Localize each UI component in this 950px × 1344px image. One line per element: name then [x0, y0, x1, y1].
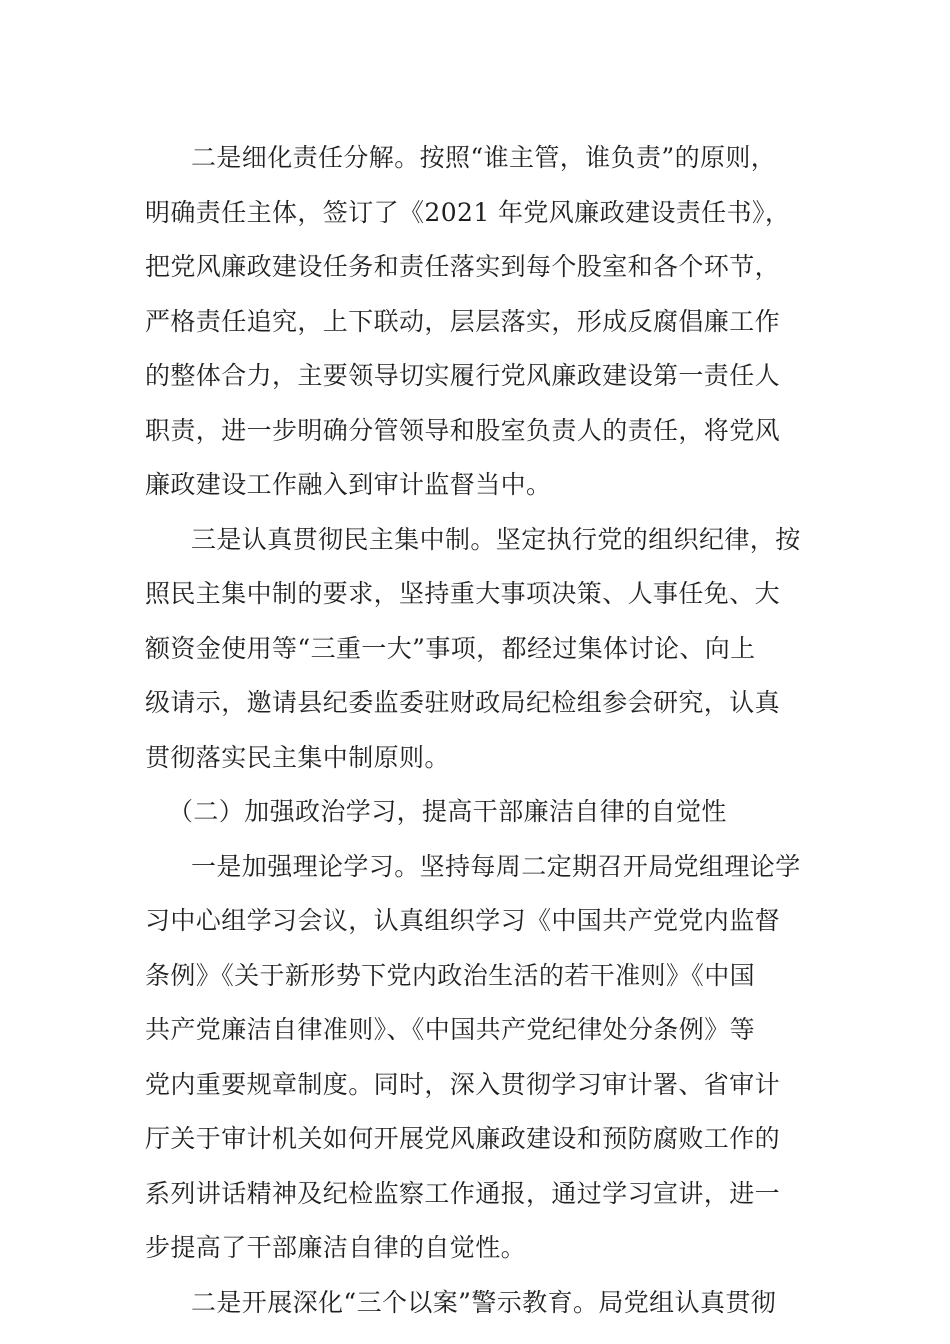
text-line: 的整体合力，主要领导切实履行党风廉政建设第一责任人: [145, 361, 781, 390]
section-heading: （二）加强政治学习，提高干部廉洁自律的自觉性: [168, 797, 727, 826]
text-line: 明确责任主体，签订了《2021 年党风廉政建设责任书》，: [145, 197, 791, 227]
text-line: 把党风廉政建设任务和责任落实到每个股室和各个环节，: [145, 252, 781, 281]
text-line: 三是认真贯彻民主集中制。坚定执行党的组织纪律，按: [191, 524, 801, 554]
paragraph-democratic-centralism: [145, 513, 809, 786]
section-heading-political-study: [145, 785, 809, 840]
text-line: 一是加强理论学习。坚持每周二定期召开局党组理论学: [191, 851, 801, 881]
document-body: [145, 131, 809, 1330]
text-line: 条例》《关于新形势下党内政治生活的若干准则》《中国: [145, 960, 756, 990]
text-line: 党内重要规章制度。同时，深入贯彻学习审计署、省审计: [145, 1069, 781, 1099]
text-line: 职责，进一步明确分管领导和股室负责人的责任，将党风: [145, 415, 781, 445]
text-line: 步提高了干部廉洁自律的自觉性。: [145, 1233, 527, 1262]
text-line: 严格责任追究，上下联动，层层落实，形成反腐倡廉工作: [145, 306, 781, 336]
paragraph-warning-education: [145, 1276, 809, 1331]
text-line: 二是开展深化“三个以案”警示教育。局党组认真贯彻: [191, 1287, 777, 1317]
text-line: 厅关于审计机关如何开展党风廉政建设和预防腐败工作的: [145, 1124, 781, 1153]
text-line: 习中心组学习会议，认真组织学习《中国共产党党内监督: [145, 906, 781, 935]
text-line: 系列讲话精神及纪检监察工作通报，通过学习宣讲，进一: [145, 1178, 781, 1208]
text-line: 级请示，邀请县纪委监委驻财政局纪检组参会研究，认真: [145, 688, 781, 717]
paragraph-theory-study: [145, 840, 809, 1276]
text-line: 廉政建设工作融入到审计监督当中。: [145, 470, 552, 499]
text-line: 贯彻落实民主集中制原则。: [145, 742, 450, 772]
text-line: 额资金使用等“三重一大”事项，都经过集体讨论、向上: [145, 633, 756, 663]
text-line: 共产党廉洁自律准则》、《中国共产党纪律处分条例》等: [145, 1015, 756, 1044]
text-line: 二是细化责任分解。按照“谁主管，谁负责”的原则，: [191, 143, 777, 172]
text-line: 照民主集中制的要求，坚持重大事项决策、人事任免、大: [145, 579, 781, 608]
paragraph-responsibility: [145, 131, 809, 513]
